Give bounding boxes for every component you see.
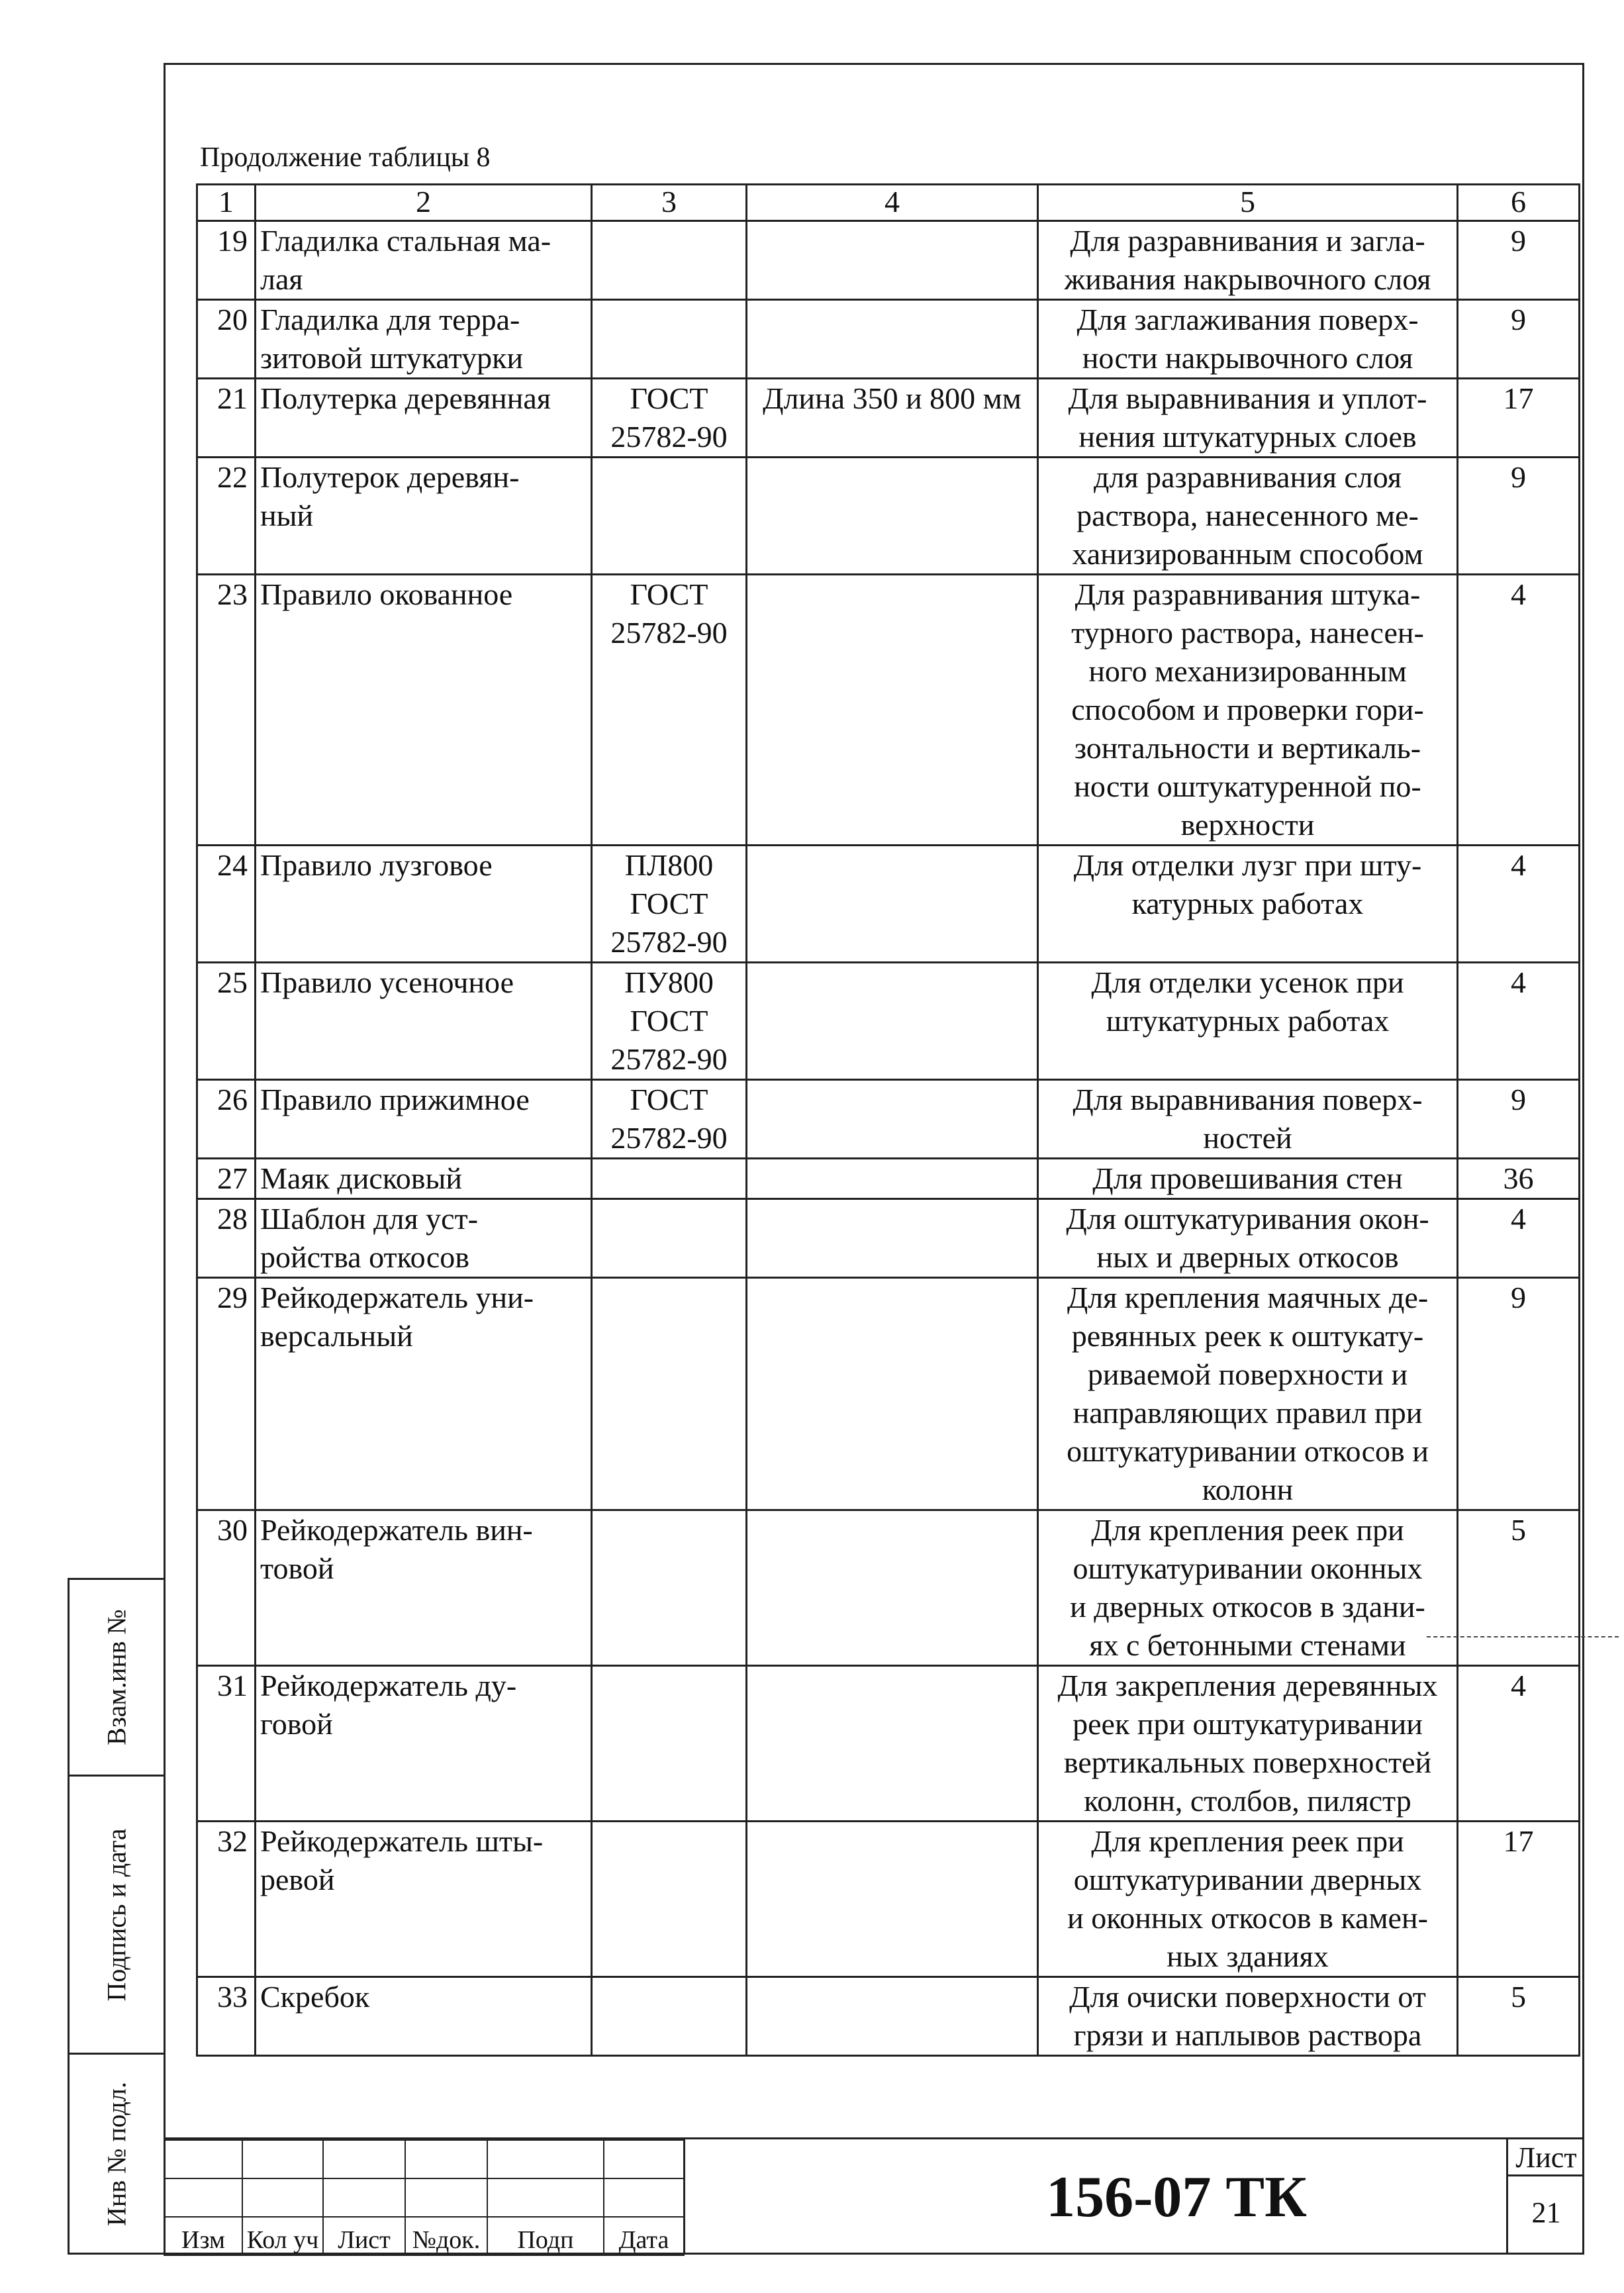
tool-name: Правило лузговое [256, 846, 592, 963]
tool-size [747, 221, 1038, 300]
tool-name: Рейкодержатель ду- говой [256, 1666, 592, 1822]
table-row [197, 1278, 1580, 1510]
tool-quantity: 9 [1458, 1080, 1580, 1159]
stamp-replace-inv [68, 1578, 164, 1777]
row-number: 27 [197, 1159, 256, 1199]
table-row [197, 221, 1580, 300]
row-number: 25 [197, 963, 256, 1080]
tool-purpose: Для закрепления деревянных реек при оштукатуривании вертикальных поверхностей колонн, столбов, пилястр [1038, 1666, 1458, 1822]
dashed-fold-line [1427, 1636, 1619, 1637]
tool-standard: ГОСТ 25782-90 [592, 379, 747, 458]
tool-purpose: Для разравнивания штука- турного раствора, нанесен- ного механизированным способом и проверки гори- зонтальности и вертикаль- ности оштукатуренной по- верхности [1038, 575, 1458, 846]
tool-quantity: 4 [1458, 1199, 1580, 1278]
revision-grid [164, 2139, 685, 2256]
sheet-box [1506, 2139, 1584, 2255]
tool-standard [592, 458, 747, 575]
tool-standard [592, 221, 747, 300]
table-row [197, 300, 1580, 379]
tool-purpose: Для провешивания стен [1038, 1159, 1458, 1199]
tool-size [747, 846, 1038, 963]
sheet-number: 21 [1531, 2196, 1561, 2229]
rev-col-docnum: №док. [405, 2217, 487, 2255]
tool-standard [592, 1159, 747, 1199]
tool-standard [592, 1977, 747, 2056]
rev-col-signature: Подп [487, 2217, 604, 2255]
tool-purpose: Для очиски поверхности от грязи и наплывов раствора [1038, 1977, 1458, 2056]
rev-col-count: Кол уч [242, 2217, 323, 2255]
tool-name: Шаблон для уст- ройства откосов [256, 1199, 592, 1278]
tool-standard: ПУ800 ГОСТ 25782-90 [592, 963, 747, 1080]
table-row [197, 1159, 1580, 1199]
row-number: 24 [197, 846, 256, 963]
title-block [164, 2137, 1584, 2255]
tool-name: Гладилка для терра- зитовой штукатурки [256, 300, 592, 379]
tool-quantity: 4 [1458, 1666, 1580, 1822]
rev-col-sheet: Лист [323, 2217, 405, 2255]
row-number: 23 [197, 575, 256, 846]
stamp-signature-date-label: Подпись и дата [101, 1828, 132, 2002]
tool-name: Скребок [256, 1977, 592, 2056]
stamp-signature-date [68, 1777, 164, 2055]
tool-size [747, 1822, 1038, 1977]
row-number: 20 [197, 300, 256, 379]
tool-quantity: 9 [1458, 221, 1580, 300]
tool-standard [592, 1510, 747, 1666]
row-number: 26 [197, 1080, 256, 1159]
table-row [197, 1080, 1580, 1159]
tool-purpose: Для заглаживания поверх- ности накрывочного слоя [1038, 300, 1458, 379]
tool-purpose: Для разравнивания и загла- живания накрывочного слоя [1038, 221, 1458, 300]
column-header-1: 1 [197, 185, 256, 221]
stamp-inv-original [68, 2055, 164, 2255]
tool-name: Правило усеночное [256, 963, 592, 1080]
tool-size [747, 300, 1038, 379]
tool-standard: ГОСТ 25782-90 [592, 1080, 747, 1159]
tool-name: Рейкодержатель шты- ревой [256, 1822, 592, 1977]
tool-purpose: Для отделки лузг при шту- катурных работах [1038, 846, 1458, 963]
tool-name: Рейкодержатель вин- товой [256, 1510, 592, 1666]
tool-name: Полутерок деревян- ный [256, 458, 592, 575]
tool-standard [592, 300, 747, 379]
tool-name: Гладилка стальная ма- лая [256, 221, 592, 300]
tool-size [747, 1159, 1038, 1199]
title-block-divider [683, 2139, 685, 2255]
table-row [197, 575, 1580, 846]
table-row [197, 1666, 1580, 1822]
table-header-row [197, 185, 1580, 221]
tool-quantity: 5 [1458, 1977, 1580, 2056]
row-number: 19 [197, 221, 256, 300]
tool-purpose: для разравнивания слоя раствора, нанесенного ме- ханизированным способом [1038, 458, 1458, 575]
tool-purpose: Для крепления маячных де- ревянных реек к оштукату- риваемой поверхности и направляющих правил при оштукатуривании откосов и колонн [1038, 1278, 1458, 1510]
rev-col-change: Изм [164, 2217, 242, 2255]
tool-size [747, 1278, 1038, 1510]
document-code: 156-07 ТК [1046, 2165, 1307, 2229]
table-row [197, 1510, 1580, 1666]
tool-size [747, 1666, 1038, 1822]
tool-name: Правило прижимное [256, 1080, 592, 1159]
table-caption: Продолжение таблицы 8 [200, 142, 491, 173]
stamp-inv-original-label: Инв № подл. [101, 2081, 132, 2226]
column-header-5: 5 [1038, 185, 1458, 221]
tool-size [747, 1080, 1038, 1159]
table-row [197, 846, 1580, 963]
table-row [197, 1822, 1580, 1977]
tool-size [747, 1977, 1038, 2056]
tool-purpose: Для отделки усенок при штукатурных работах [1038, 963, 1458, 1080]
tool-standard [592, 1822, 747, 1977]
tool-standard [592, 1199, 747, 1278]
tool-quantity: 4 [1458, 575, 1580, 846]
row-number: 31 [197, 1666, 256, 1822]
table-row [197, 379, 1580, 458]
tool-quantity: 4 [1458, 963, 1580, 1080]
tool-purpose: Для выравнивания и уплот- нения штукатурных слоев [1038, 379, 1458, 458]
tools-table [196, 183, 1580, 2057]
table-row [197, 458, 1580, 575]
row-number: 30 [197, 1510, 256, 1666]
column-header-6: 6 [1458, 185, 1580, 221]
tool-standard: ГОСТ 25782-90 [592, 575, 747, 846]
tool-size [747, 575, 1038, 846]
tool-standard [592, 1278, 747, 1510]
tool-quantity: 9 [1458, 300, 1580, 379]
tool-size [747, 458, 1038, 575]
tool-quantity: 9 [1458, 1278, 1580, 1510]
row-number: 22 [197, 458, 256, 575]
column-header-4: 4 [747, 185, 1038, 221]
row-number: 32 [197, 1822, 256, 1977]
tool-quantity: 9 [1458, 458, 1580, 575]
column-header-3: 3 [592, 185, 747, 221]
row-number: 28 [197, 1199, 256, 1278]
row-number: 33 [197, 1977, 256, 2056]
rev-col-date: Дата [604, 2217, 684, 2255]
tool-quantity: 17 [1458, 1822, 1580, 1977]
table-row [197, 1199, 1580, 1278]
tool-size [747, 1199, 1038, 1278]
stamp-replace-inv-label: Взам.инв № [101, 1609, 132, 1745]
tool-name: Правило окованное [256, 575, 592, 846]
table-row [197, 963, 1580, 1080]
tool-name: Полутерка деревянная [256, 379, 592, 458]
sheet-label: Лист [1508, 2139, 1584, 2176]
table-row [197, 1977, 1580, 2056]
row-number: 21 [197, 379, 256, 458]
tool-name: Маяк дисковый [256, 1159, 592, 1199]
tool-name: Рейкодержатель уни- версальный [256, 1278, 592, 1510]
tool-size [747, 963, 1038, 1080]
tool-purpose: Для выравнивания поверх- ностей [1038, 1080, 1458, 1159]
tool-size [747, 1510, 1038, 1666]
tool-quantity: 17 [1458, 379, 1580, 458]
tool-size: Длина 350 и 800 мм [747, 379, 1038, 458]
row-number: 29 [197, 1278, 256, 1510]
tool-quantity: 4 [1458, 846, 1580, 963]
tool-purpose: Для оштукатуривания окон- ных и дверных откосов [1038, 1199, 1458, 1278]
tool-purpose: Для крепления реек при оштукатуривании дверных и оконных откосов в камен- ных зданиях [1038, 1822, 1458, 1977]
column-header-2: 2 [256, 185, 592, 221]
tool-purpose: Для крепления реек при оштукатуривании оконных и дверных откосов в здани- ях с бетонными стенами [1038, 1510, 1458, 1666]
tool-standard [592, 1666, 747, 1822]
tool-quantity: 5 [1458, 1510, 1580, 1666]
tool-quantity: 36 [1458, 1159, 1580, 1199]
tool-standard: ПЛ800 ГОСТ 25782-90 [592, 846, 747, 963]
